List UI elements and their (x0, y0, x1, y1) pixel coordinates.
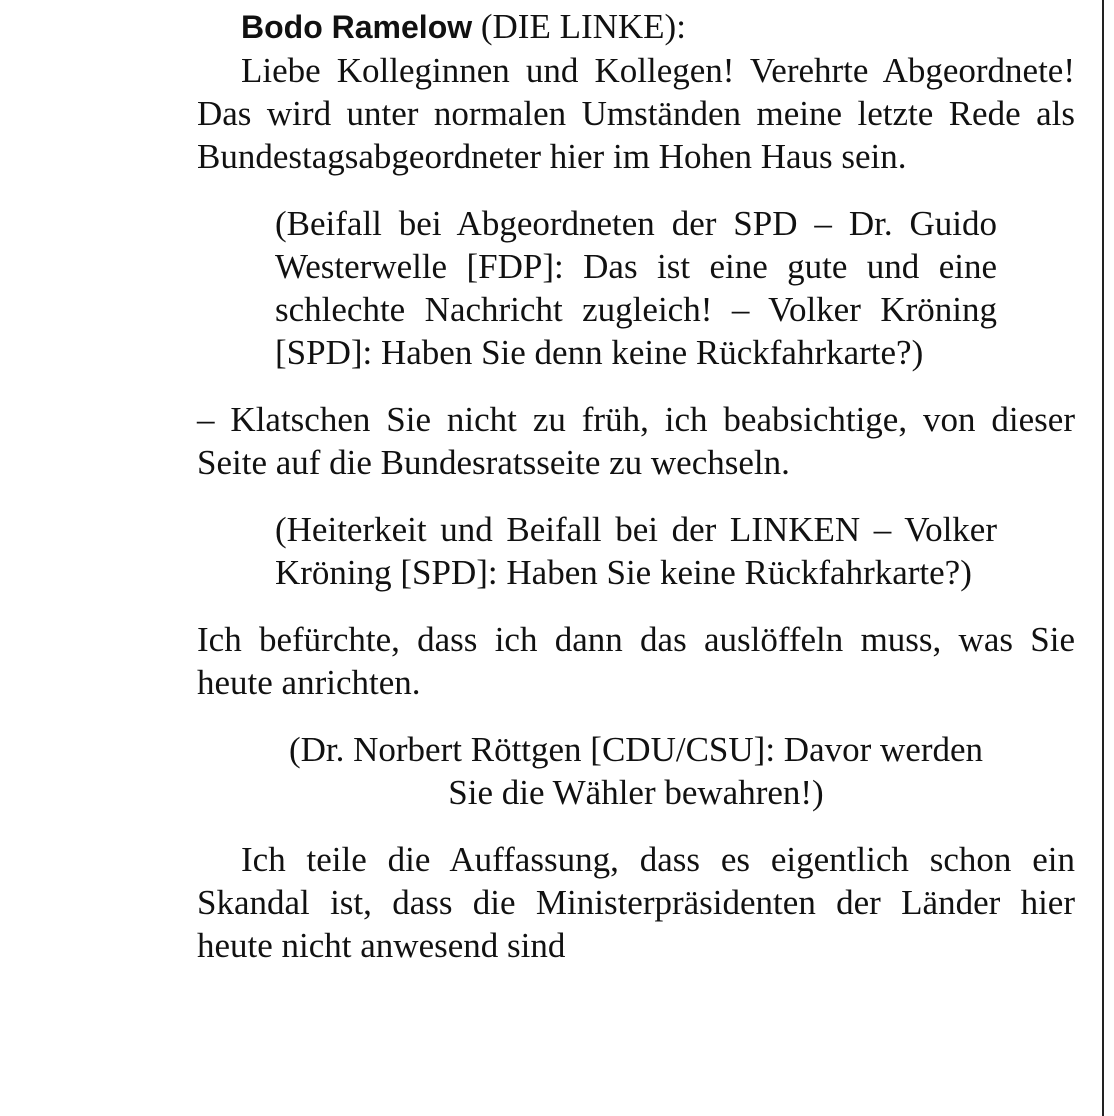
speaker-heading (197, 5, 1075, 49)
speech-column (197, 0, 1075, 967)
speech-paragraph: – Klatschen Sie nicht zu früh, ich beabsichtige, von dieser Seite auf die Bundesratsseite zu wechseln. (197, 400, 1075, 482)
speech-paragraph: Liebe Kolleginnen und Kollegen! Verehrte Abgeordnete! Das wird unter normalen Umständen meine letzte Rede als Bundestagsabgeordneter hier im Hohen Haus sein. (197, 51, 1075, 176)
interjection: (Heiterkeit und Beifall bei der LINKEN – Volker Kröning [SPD]: Haben Sie keine Rückfahrkarte?) (275, 510, 997, 592)
speaker-party: (DIE LINKE): (472, 7, 686, 46)
speaker-name: Bodo Ramelow (241, 9, 473, 45)
interjection: (Beifall bei Abgeordneten der SPD – Dr. Guido Westerwelle [FDP]: Das ist eine gute und eine schlechte Nachricht zugleich! – Volker Kröning [SPD]: Haben Sie denn keine Rückfahrkarte?) (275, 204, 997, 372)
page-column-rule (1102, 0, 1104, 1116)
speech-paragraph: Ich teile die Auffassung, dass es eigentlich schon ein Skandal ist, dass die Ministerpräsidenten der Länder hier heute nicht anwesend sind (197, 840, 1075, 965)
speech-paragraph: Ich befürchte, dass ich dann das auslöffeln muss, was Sie heute anrichten. (197, 620, 1075, 702)
interjection: (Dr. Norbert Röttgen [CDU/CSU]: Davor werden Sie die Wähler bewahren!) (288, 730, 984, 812)
